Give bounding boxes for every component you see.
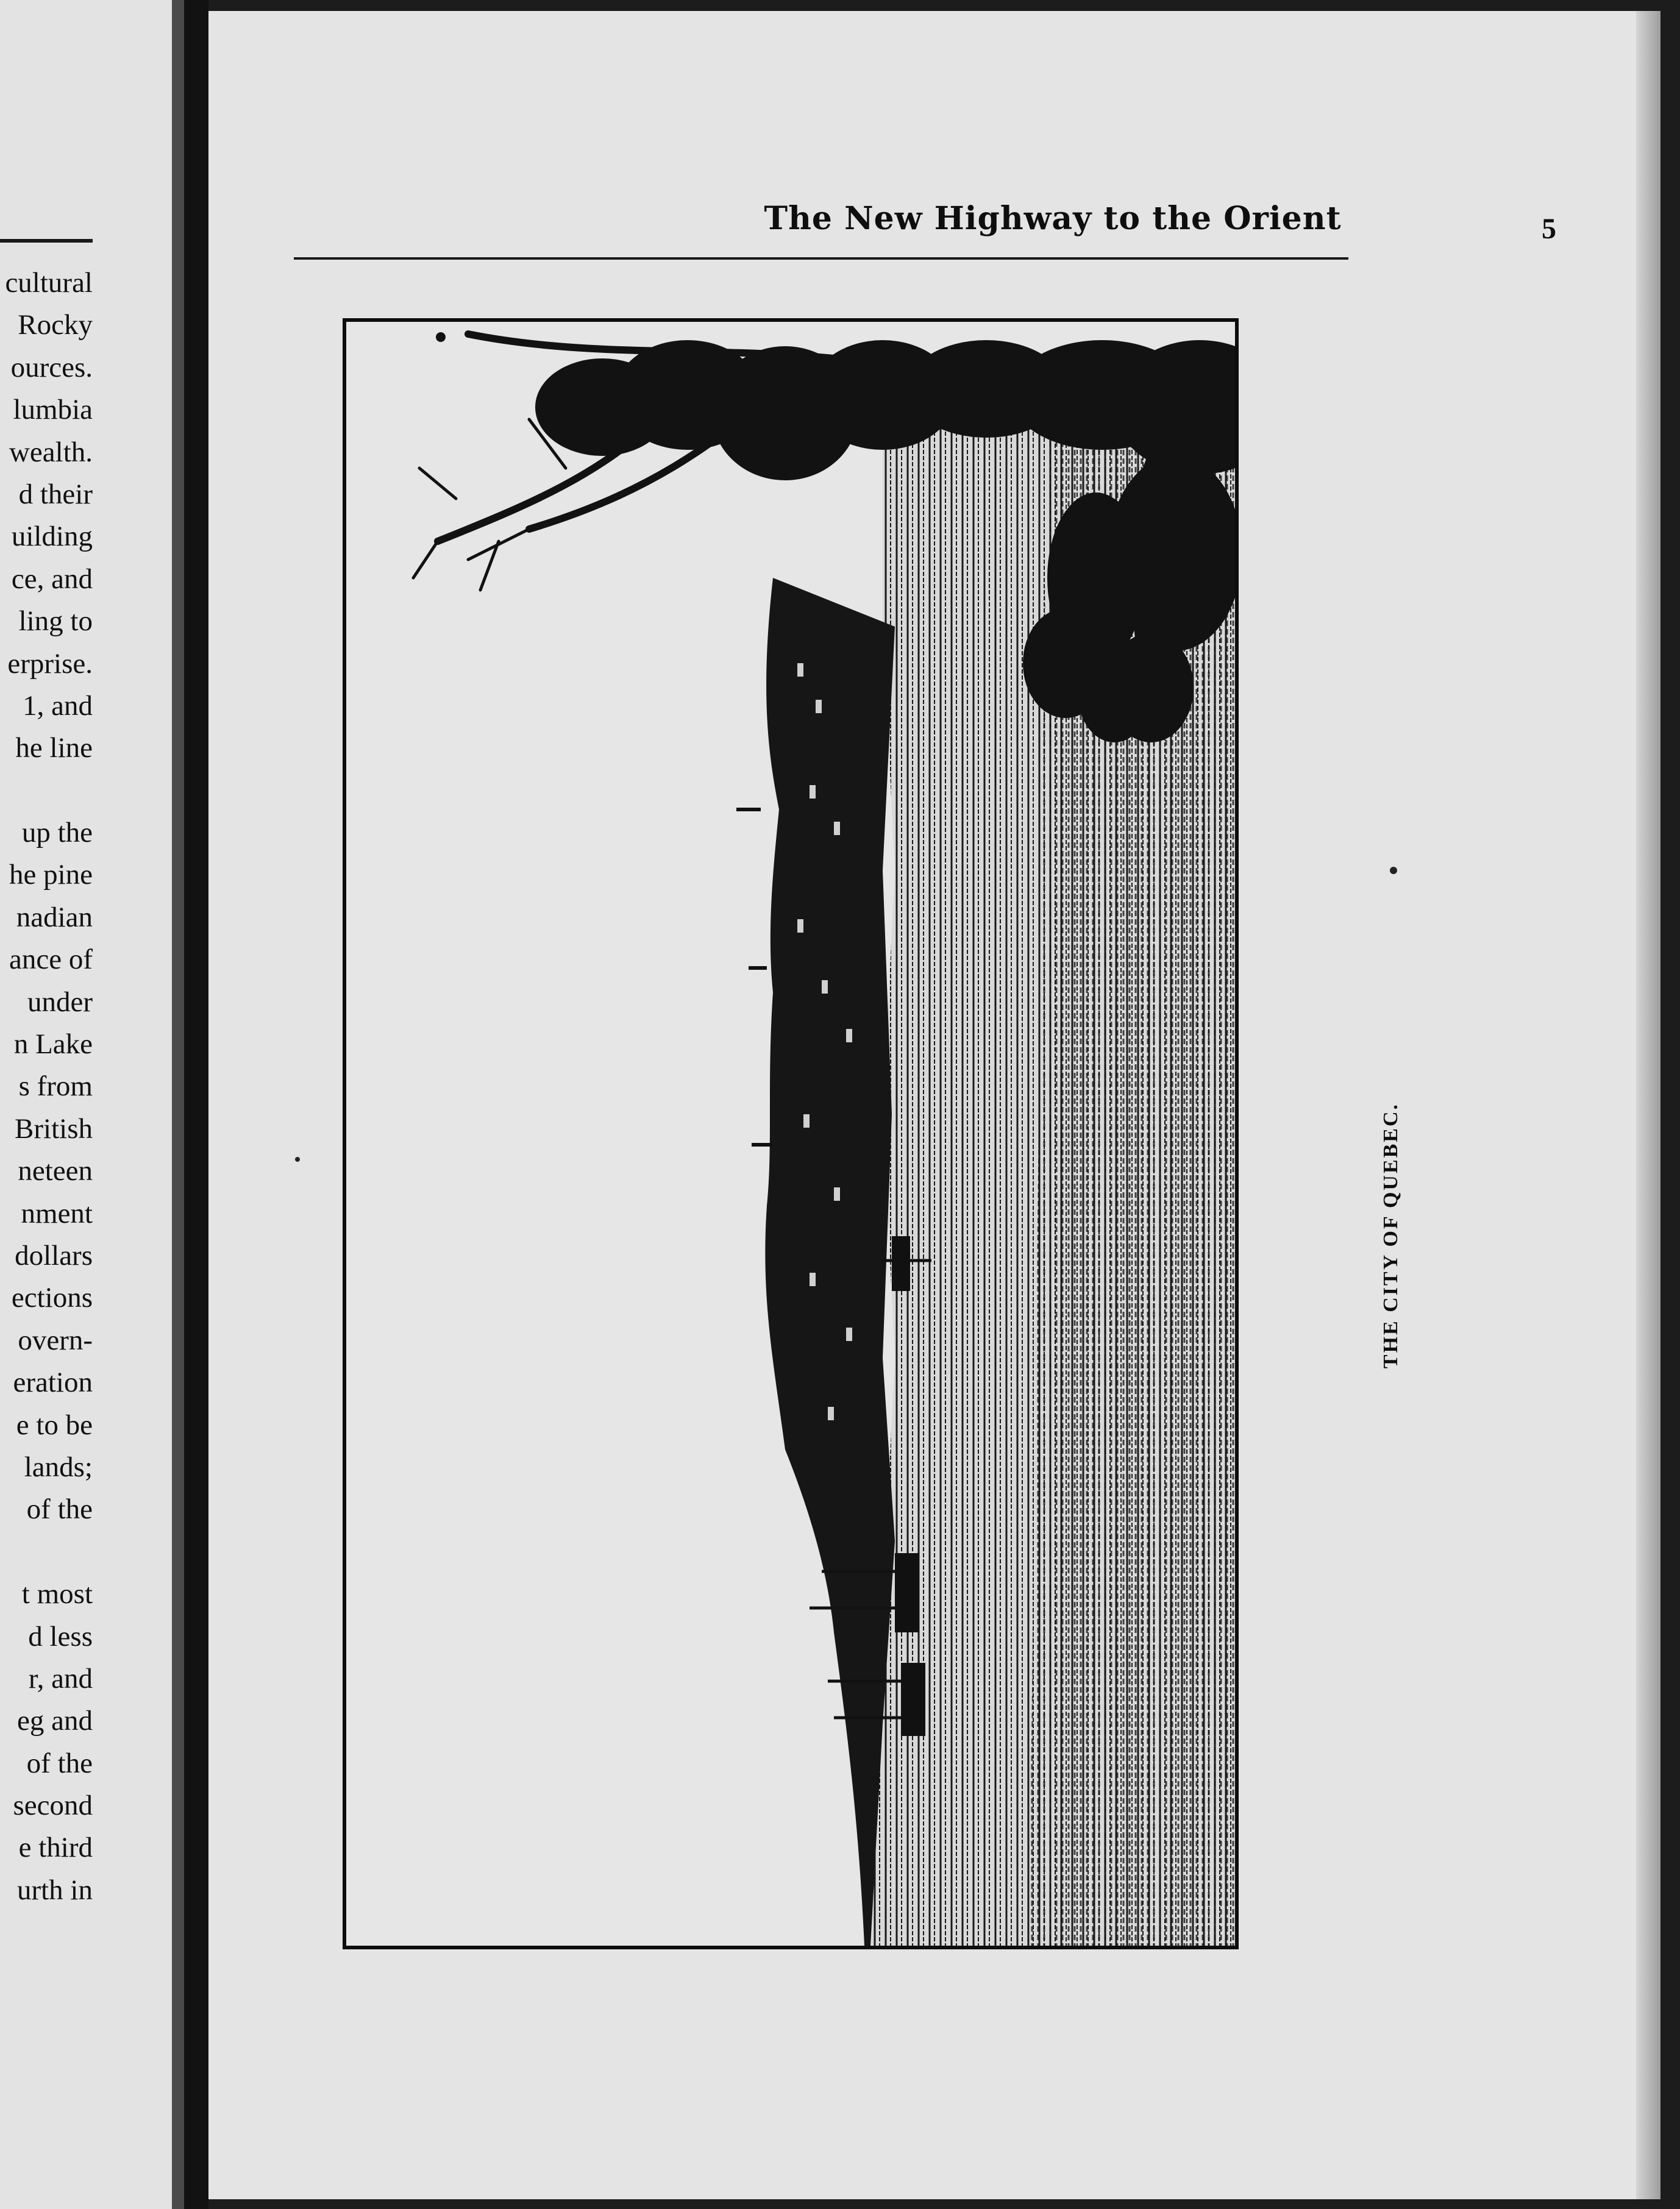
previous-page-line: of the [26,1747,93,1779]
previous-page-text [0,262,93,1912]
book-gutter [172,0,184,2209]
previous-page-line: r, and [28,1662,93,1695]
previous-page-line: overn- [18,1324,93,1356]
previous-page-line: he line [15,732,93,764]
header-rule [294,257,1348,260]
previous-page-line: under [27,986,93,1018]
illustration-plate [343,318,1239,1949]
previous-page-rule [0,239,93,243]
previous-page-line: e third [18,1832,93,1864]
previous-page-line: up the [21,817,93,849]
page-edge-shadow [1636,11,1660,2199]
previous-page-line: eg and [17,1705,93,1737]
previous-page-line: ce, and [11,563,93,595]
previous-page-line: lumbia [13,394,93,426]
previous-page-line: erprise. [7,647,93,680]
previous-page-line: d their [18,478,93,510]
previous-page-line: wealth. [9,436,93,468]
previous-page-line [0,1531,93,1573]
previous-page-line: ling to [18,605,93,638]
previous-page-line: British [15,1112,93,1145]
previous-page-line: Rocky [18,309,93,341]
previous-page-line: neteen [18,1155,93,1187]
illustration-caption: THE CITY OF QUEBEC. [1379,1102,1402,1369]
previous-page-line [0,770,93,812]
running-head: The New Highway to the Orient [764,200,1342,237]
page [208,11,1660,2199]
previous-page-line: of the [26,1493,93,1526]
previous-page-line: e to be [16,1409,93,1441]
paper-speck [295,1157,300,1162]
quebec-engraving [346,322,1235,1946]
previous-page-line: uilding [11,521,93,553]
previous-page-line: he pine [9,859,93,891]
previous-page-line: d less [28,1620,93,1652]
previous-page-line: 1, and [23,689,93,722]
previous-page-line: ance of [9,944,93,976]
previous-page-line: urth in [16,1874,93,1906]
paper-speck [1390,867,1397,874]
page-number: 5 [1542,213,1556,245]
previous-page-line: cultural [5,267,93,299]
previous-page [0,0,183,2209]
previous-page-line: s from [18,1070,93,1103]
previous-page-line: eration [13,1367,93,1399]
previous-page-line: ources. [10,351,93,383]
previous-page-line: second [13,1790,93,1822]
previous-page-line: ections [11,1282,93,1314]
previous-page-line: nment [21,1197,93,1229]
previous-page-line: dollars [15,1239,93,1272]
previous-page-line: nadian [16,901,93,933]
previous-page-line: t most [21,1578,93,1610]
book-binding [184,0,208,2209]
previous-page-line: n Lake [13,1028,93,1061]
previous-page-line: lands; [24,1451,93,1483]
